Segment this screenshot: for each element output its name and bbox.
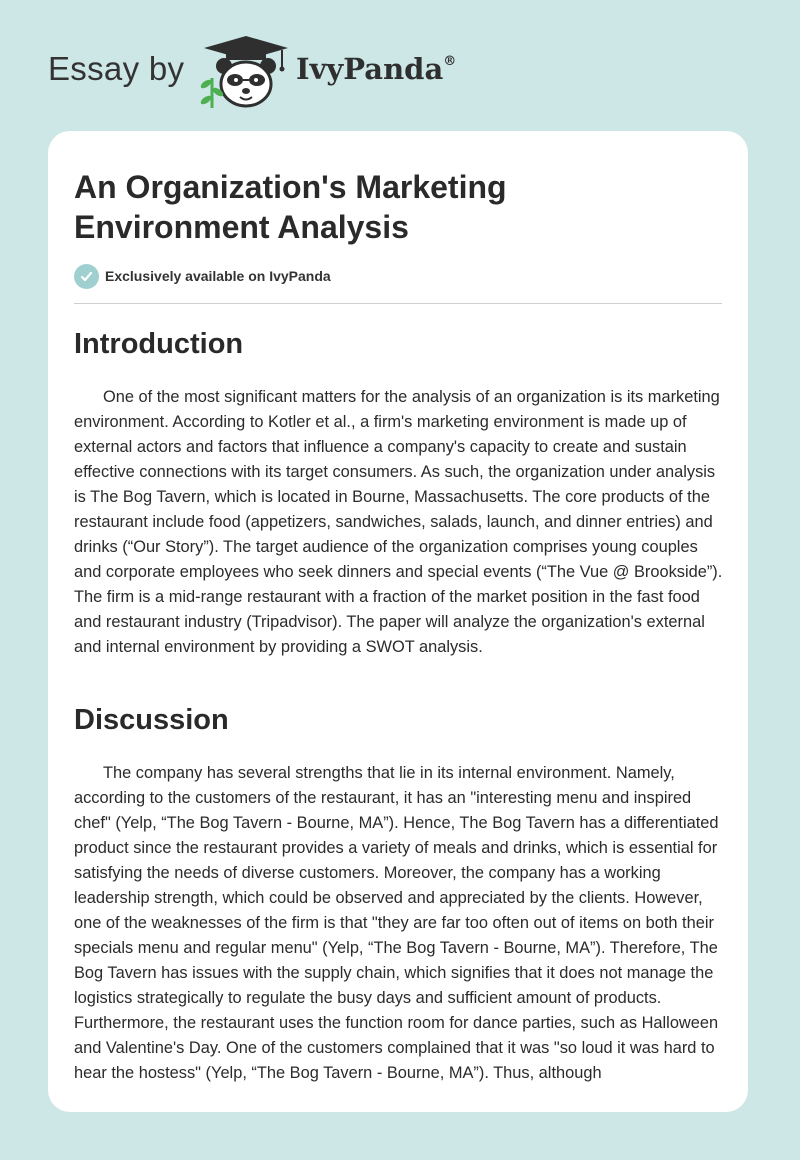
site-header xyxy=(0,0,800,120)
essay-card xyxy=(48,131,748,1112)
exclusive-badge xyxy=(74,263,331,289)
discussion-heading: Discussion xyxy=(74,704,229,736)
brand-name-text: IvyPanda xyxy=(296,52,444,86)
check-circle-icon xyxy=(74,264,99,289)
brand-prefix: Essay by xyxy=(48,50,185,87)
discussion-paragraph: The company has several strengths that lie in its internal environment. Namely, according to the customers of the restaurant, it has an "interesting menu and inspired chef" (Yelp, “The Bog Tavern - Bourne, MA”). Hence, The Bog Tavern has a differentiated product since the restaurant provides a variety of meals and drinks, which is essential for satisfying the needs of diverse customers. Moreover, the company has a working leadership strength, which could be observed and appreciated by the clients. However, one of the weaknesses of the firm is that "they are far too often out of items on both their specials menu and regular menu" (Yelp, “The Bog Tavern - Bourne, MA”). Therefore, The Bog Tavern has issues with the supply chain, which signifies that it does not manage the logistics strategically to regulate the busy days and sufficient amount of products. Furthermore, the restaurant uses the function room for dance parties, such as Halloween and Valentine's Day. One of the customers complained that it was "so loud it was hard to hear the hostess" (Yelp, “The Bog Tavern - Bourne, MA”). Thus, although xyxy=(74,764,719,1082)
exclusive-badge-text: Exclusively available on IvyPanda xyxy=(105,268,331,284)
registered-mark: ® xyxy=(443,54,457,69)
essay-title: An Organization's Marketing Environment Analysis xyxy=(74,169,507,245)
brand-name[interactable] xyxy=(296,52,456,86)
check-icon xyxy=(80,270,93,283)
introduction-paragraph: One of the most significant matters for the analysis of an organization is its marketing environment. According to Kotler et al., a firm's marketing environment is made up of external actors and factors that influence a company's capacity to create and sustain effective connections with its target consumers. As such, the organization under analysis is The Bog Tavern, which is located in Bourne, Massachusetts. The core products of the restaurant include food (appetizers, sandwiches, salads, launch, and dinner entries) and drinks (“Our Story”). The target audience of the organization comprises young couples and corporate employees who seek dinners and special events (“The Vue @ Brookside”). The firm is a mid-range restaurant with a fraction of the market position in the fast food and restaurant industry (Tripadvisor). The paper will analyze the organization's external and internal environment by providing a SWOT analysis. xyxy=(74,388,723,656)
introduction-heading: Introduction xyxy=(74,328,244,360)
title-divider xyxy=(74,303,722,304)
panda-logo-icon[interactable] xyxy=(198,34,294,110)
